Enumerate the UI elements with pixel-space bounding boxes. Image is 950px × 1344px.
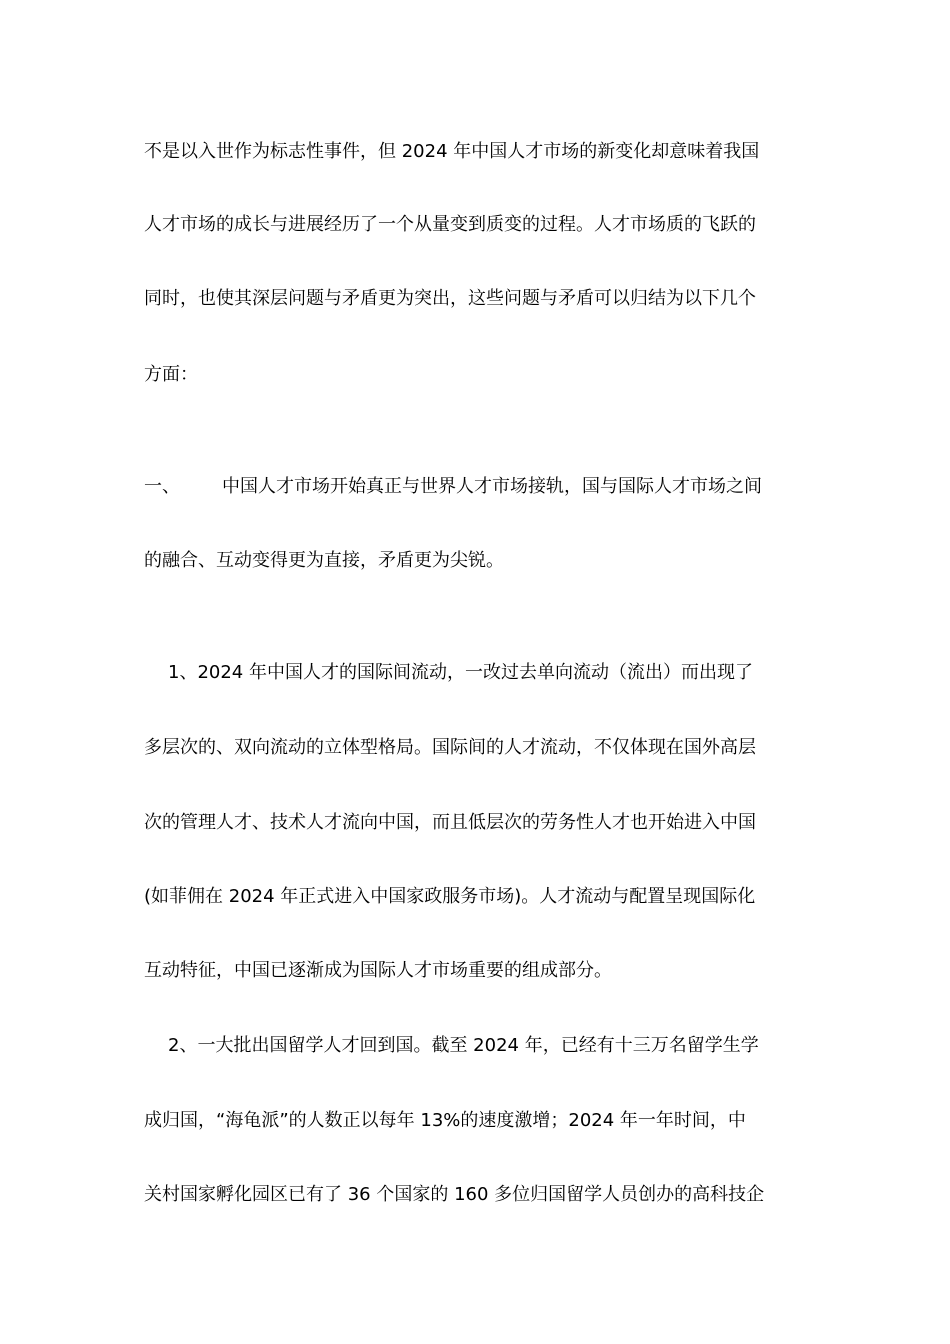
- paragraph-line: 关村国家孵化园区已有了 36 个国家的 160 多位归国留学人员创办的高科技企: [144, 1184, 765, 1205]
- section-heading-continuation: 的融合、互动变得更为直接，矛盾更为尖锐。: [144, 550, 504, 571]
- paragraph-line: 不是以入世作为标志性事件，但 2024 年中国人才市场的新变化却意味着我国: [144, 141, 760, 162]
- paragraph-line: 同时，也使其深层问题与矛盾更为突出，这些问题与矛盾可以归结为以下几个: [144, 288, 756, 309]
- item-2-first-line: 2、一大批出国留学人才回到国。截至 2024 年，已经有十三万名留学生学: [168, 1035, 759, 1056]
- paragraph-line: 方面：: [144, 364, 198, 385]
- section-number: 一、: [144, 476, 180, 497]
- paragraph-line: 多层次的、双向流动的立体型格局。国际间的人才流动，不仅体现在国外高层: [144, 737, 756, 758]
- paragraph-line: 成归国，“海龟派”的人数正以每年 13%的速度激增；2024 年一年时间，中: [144, 1110, 746, 1131]
- paragraph-line: 人才市场的成长与进展经历了一个从量变到质变的过程。人才市场质的飞跃的: [144, 214, 756, 235]
- section-heading: 中国人才市场开始真正与世界人才市场接轨，国与国际人才市场之间: [222, 476, 762, 497]
- paragraph-line: 次的管理人才、技术人才流向中国，而且低层次的劳务性人才也开始进入中国: [144, 812, 756, 833]
- paragraph-line: 互动特征，中国已逐渐成为国际人才市场重要的组成部分。: [144, 960, 612, 981]
- item-1-first-line: 1、2024 年中国人才的国际间流动，一改过去单向流动（流出）而出现了: [168, 662, 753, 683]
- paragraph-line: (如菲佣在 2024 年正式进入中国家政服务市场)。人才流动与配置呈现国际化: [144, 886, 756, 907]
